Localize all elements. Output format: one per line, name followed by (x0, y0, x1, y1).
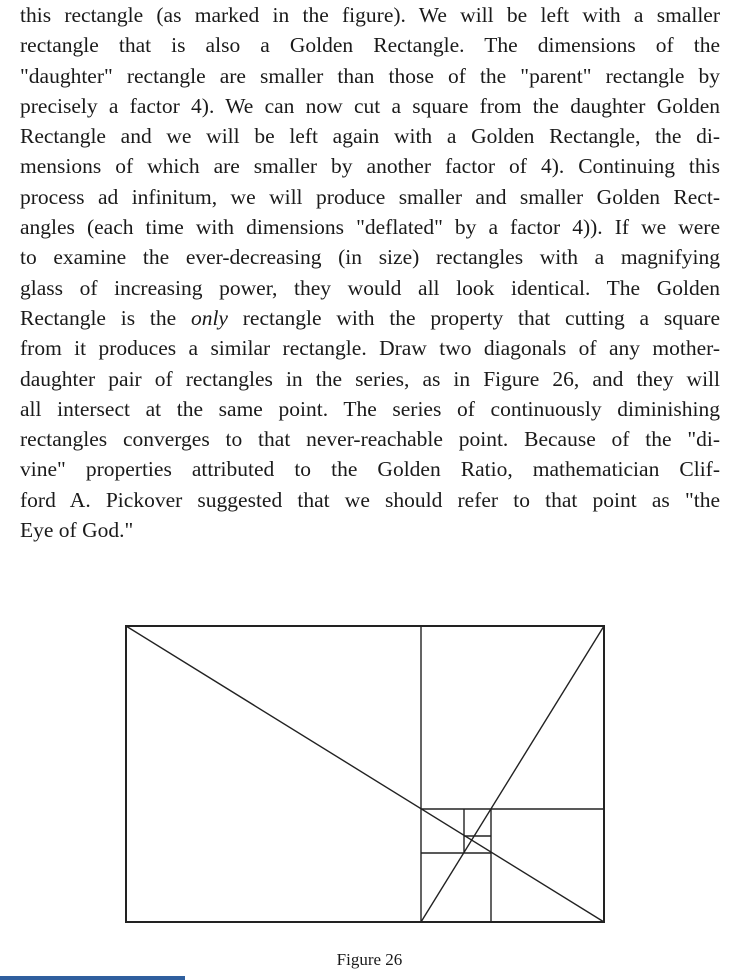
text-line: all intersect at the same point. The series of continuously diminishing (20, 396, 720, 421)
text-line: this rectangle (as marked in the figure). We will be left with a smaller (20, 3, 720, 27)
bottom-accent-bar (0, 976, 185, 980)
golden-rectangle-diagram (125, 625, 605, 925)
text-line: to examine the ever-decreasing (in size) rectangles with a magnifying (20, 245, 720, 270)
diagonal-parent (126, 626, 604, 922)
text-line: mensions of which are smaller by another factor of 4). Continuing this (20, 154, 720, 179)
text-line: rectangles converges to that never-reachable point. Because of the "di- (20, 427, 720, 452)
text-segment: Rectangle is the (20, 305, 191, 330)
text-line: glass of increasing power, they would all look identical. The Golden (20, 275, 720, 300)
text-line: process ad infinitum, we will produce smaller and smaller Golden Rect- (20, 184, 720, 209)
text-line: Rectangle and we will be left again with a Golden Rectangle, the di- (20, 124, 720, 149)
text-line: angles (each time with dimensions "deflated" by a factor 4)). If we were (20, 215, 720, 240)
text-line: from it produces a similar rectangle. Draw two diagonals of any mother- (20, 336, 720, 361)
text-line: ford A. Pickover suggested that we should refer to that point as "the (20, 487, 720, 512)
text-line: rectangle that is also a Golden Rectangle. The dimensions of the (20, 33, 720, 58)
text-line: Eye of God." (20, 518, 134, 543)
diagonal-daughter (421, 626, 604, 922)
text-segment: rectangle with the property that cutting a square (227, 305, 720, 330)
text-line: precisely a factor 4). We can now cut a square from the daughter Golden (20, 93, 720, 118)
emphasized-word: only (190, 305, 228, 330)
body-paragraph (20, 0, 720, 545)
golden-rectangle-figure (125, 625, 605, 925)
text-line: vine" properties attributed to the Golden Ratio, mathematician Clif- (20, 457, 720, 482)
text-line (20, 303, 720, 333)
text-line: "daughter" rectangle are smaller than those of the "parent" rectangle by (20, 63, 720, 88)
figure-caption: Figure 26 (336, 950, 403, 969)
text-line: daughter pair of rectangles in the series, as in Figure 26, and they will (20, 366, 720, 391)
